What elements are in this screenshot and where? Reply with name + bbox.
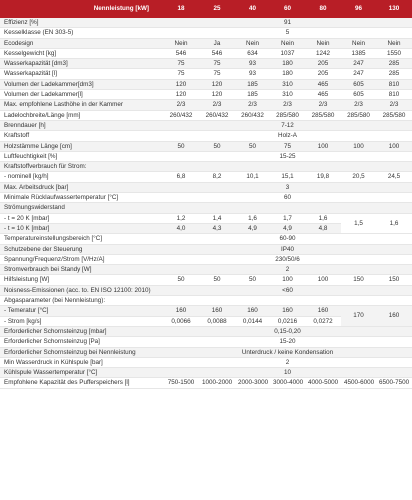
table-row [0,79,412,89]
row-label: Temperatureinstellungsbereich [°C] [0,234,163,244]
table-cell: 50 [199,141,235,151]
header-power-18: 18 [163,0,199,18]
header-power-40: 40 [235,0,270,18]
table-cell: 634 [235,48,270,58]
table-cell: 465 [305,79,341,89]
table-cell: 50 [199,275,235,285]
table-cell: 4,3 [199,223,235,233]
table-cell: Nein [305,38,341,48]
row-label: Abgasparameter (bei Nennleistung): [0,296,163,306]
table-cell: 160 [376,306,412,327]
table-cell: 6500-7500 [376,378,412,388]
row-label: Schutzebene der Steuerung [0,244,163,254]
table-cell [163,296,412,306]
table-cell: 4,9 [270,223,305,233]
row-label: Brenndauer [h] [0,120,163,130]
table-cell: 285/580 [305,110,341,120]
table-row [0,131,412,141]
table-cell: 4000-5000 [305,378,341,388]
table-cell: 465 [305,90,341,100]
table-cell: 1,6 [376,213,412,234]
table-cell: 4,9 [235,223,270,233]
table-cell: Nein [341,38,376,48]
row-label: Volumen der Ladekammer[l] [0,90,163,100]
header-power-60: 60 [270,0,305,18]
row-label: - t = 20 K [mbar] [0,213,163,223]
table-cell: 605 [341,90,376,100]
table-cell: 546 [163,48,199,58]
table-cell: 605 [341,79,376,89]
table-cell: 2000-3000 [235,378,270,388]
table-cell: 1,6 [235,213,270,223]
table-row [0,265,412,275]
table-cell: 160 [270,306,305,316]
table-cell: 7-12 [163,120,412,130]
table-row [0,172,412,182]
table-cell: Nein [376,38,412,48]
row-label: Kraftstoff [0,131,163,141]
table-cell: 0,0144 [235,316,270,326]
table-cell: 247 [341,69,376,79]
table-cell: 100 [341,141,376,151]
table-cell: 0,0272 [305,316,341,326]
table-cell: 3000-4000 [270,378,305,388]
header-power-25: 25 [199,0,235,18]
row-label: Erforderlicher Schornsteinzug [mbar] [0,326,163,336]
table-row [0,254,412,264]
table-cell [163,203,412,213]
table-row [0,275,412,285]
row-label: Max. empfohlene Lasthöhe in der Kammer [0,100,163,110]
table-cell: Ja [199,38,235,48]
table-cell: 1550 [376,48,412,58]
row-label: Kesselklasse (EN 303-5) [0,28,163,38]
table-cell: 160 [163,306,199,316]
table-cell: 810 [376,79,412,89]
table-cell: 100 [376,141,412,151]
table-cell: 120 [199,79,235,89]
table-cell: 1000-2000 [199,378,235,388]
row-label: - Strom [kg/s] [0,316,163,326]
table-row [0,285,412,295]
table-cell: 100 [270,275,305,285]
table-cell: 60 [163,193,412,203]
table-cell: 10 [163,368,412,378]
table-cell: 0,15-0,20 [163,326,412,336]
row-label: Wasserkapazität [dm3] [0,59,163,69]
table-cell: Nein [235,38,270,48]
table-cell: 1037 [270,48,305,58]
table-cell: 260/432 [163,110,199,120]
row-label: Minimale Rücklaufwassertemperatur [°C] [0,193,163,203]
table-cell: 50 [163,141,199,151]
header-power-96: 96 [341,0,376,18]
row-label: - nominell [kg/h] [0,172,163,182]
table-cell: 260/432 [199,110,235,120]
table-row [0,326,412,336]
table-cell: 205 [305,69,341,79]
row-label: Erforderlicher Schornsteinzug [Pa] [0,337,163,347]
table-cell: 230/50/6 [163,254,412,264]
table-cell: 285/580 [376,110,412,120]
table-cell: Unterdruck / keine Kondensation [163,347,412,357]
table-row [0,357,412,367]
table-cell: 91 [163,18,412,28]
table-cell: 310 [270,90,305,100]
row-label: Empfohlene Kapazität des Pufferspeichers [l] [0,378,163,388]
table-cell: 0,0088 [199,316,235,326]
table-cell: 170 [341,306,376,327]
table-cell: 285 [376,69,412,79]
table-cell: 24,5 [376,172,412,182]
row-label: Max. Arbeitsdruck [bar] [0,182,163,192]
table-cell: 15-25 [163,151,412,161]
header-power-130: 130 [376,0,412,18]
table-cell: 50 [235,141,270,151]
table-row [0,28,412,38]
row-label: Min Wasserdruck in Kühlspule [bar] [0,357,163,367]
table-row [0,234,412,244]
table-cell: 0,0066 [163,316,199,326]
table-row [0,162,412,172]
table-cell: 5 [163,28,412,38]
header-power-80: 80 [305,0,341,18]
table-cell: 310 [270,79,305,89]
row-label: Ladelochbreite/Länge [mm] [0,110,163,120]
table-row [0,378,412,388]
table-row [0,100,412,110]
table-row [0,110,412,120]
table-cell: 2/3 [376,100,412,110]
table-cell: 15-20 [163,337,412,347]
table-row [0,18,412,28]
table-cell: 1242 [305,48,341,58]
table-cell: 2/3 [235,100,270,110]
header-label: Nennleistung [kW] [0,0,163,18]
table-row [0,151,412,161]
table-cell: 20,5 [341,172,376,182]
row-label: Wasserkapazität [l] [0,69,163,79]
row-label: Luftfeuchtigkeit [%] [0,151,163,161]
table-row [0,337,412,347]
table-cell: 4,8 [305,223,341,233]
table-cell: 93 [235,69,270,79]
table-row [0,182,412,192]
table-cell: 6,8 [163,172,199,182]
table-cell [163,162,412,172]
table-row [0,59,412,69]
table-cell: 8,2 [199,172,235,182]
table-cell: 50 [163,275,199,285]
row-label: Spannung/Frequenz/Strom [V/Hz/A] [0,254,163,264]
table-row [0,120,412,130]
row-label: Hilfsleistung [W] [0,275,163,285]
table-cell: 75 [163,69,199,79]
row-label: Kühlspule Wassertemperatur [°C] [0,368,163,378]
table-cell: 0,0216 [270,316,305,326]
table-row [0,213,412,223]
table-cell: 285/580 [341,110,376,120]
table-cell: 810 [376,90,412,100]
table-cell: Nein [270,38,305,48]
table-row [0,193,412,203]
table-cell: 2 [163,357,412,367]
table-row [0,347,412,357]
table-row [0,306,412,316]
table-cell: 4,0 [163,223,199,233]
table-cell: <60 [163,285,412,295]
table-cell: 546 [199,48,235,58]
table-header-row [0,0,412,18]
table-cell: 100 [305,275,341,285]
row-label: Holzstämme Länge [cm] [0,141,163,151]
table-cell: Nein [163,38,199,48]
table-cell: IP40 [163,244,412,254]
table-cell: 75 [270,141,305,151]
table-cell: 2/3 [163,100,199,110]
table-cell: 75 [163,59,199,69]
table-cell: 3 [163,182,412,192]
table-cell: 185 [235,79,270,89]
table-cell: 10,1 [235,172,270,182]
table-cell: 1,6 [305,213,341,223]
table-cell: Holz-A [163,131,412,141]
table-cell: 60-90 [163,234,412,244]
table-cell: 120 [163,90,199,100]
row-label: Effizienz [%] [0,18,163,28]
table-cell: 2/3 [305,100,341,110]
table-cell: 1,2 [163,213,199,223]
table-cell: 1,5 [341,213,376,234]
table-row [0,69,412,79]
table-cell: 75 [199,69,235,79]
table-cell: 180 [270,59,305,69]
table-cell: 120 [199,90,235,100]
table-cell: 15,1 [270,172,305,182]
table-row [0,203,412,213]
table-cell: 1,7 [270,213,305,223]
table-cell: 100 [305,141,341,151]
table-cell: 2/3 [199,100,235,110]
table-row [0,368,412,378]
table-row [0,48,412,58]
table-cell: 260/432 [235,110,270,120]
table-cell: 750-1500 [163,378,199,388]
table-cell: 19,8 [305,172,341,182]
table-row [0,296,412,306]
table-cell: 160 [235,306,270,316]
row-label: Kesselgewicht [kg] [0,48,163,58]
table-cell: 120 [163,79,199,89]
table-cell: 160 [305,306,341,316]
table-cell: 150 [376,275,412,285]
table-cell: 75 [199,59,235,69]
row-label: Ecodesign [0,38,163,48]
row-label: Erforderlicher Schornsteinzug bei Nennleistung [0,347,163,357]
table-cell: 93 [235,59,270,69]
row-label: Noisness-Emissionen (acc. to. EN ISO 12100: 2010) [0,285,163,295]
row-label: Strömungswiderstand [0,203,163,213]
table-cell: 247 [341,59,376,69]
table-row [0,141,412,151]
table-cell: 2/3 [270,100,305,110]
table-cell: 180 [270,69,305,79]
table-cell: 50 [235,275,270,285]
table-cell: 185 [235,90,270,100]
table-cell: 160 [199,306,235,316]
table-body [0,18,412,388]
row-label: Volumen der Ladekammer[dm3] [0,79,163,89]
row-label: - Temeratur [°C] [0,306,163,316]
table-cell: 1385 [341,48,376,58]
table-row [0,90,412,100]
table-cell: 205 [305,59,341,69]
table-row [0,244,412,254]
table-cell: 2 [163,265,412,275]
table-cell: 150 [341,275,376,285]
row-label: Stromverbrauch bei Standy [W] [0,265,163,275]
row-label: - t = 10 K [mbar] [0,223,163,233]
table-cell: 4500-6000 [341,378,376,388]
table-row [0,38,412,48]
table-cell: 285 [376,59,412,69]
table-cell: 1,4 [199,213,235,223]
row-label: Kraftstoffverbrauch für Strom: [0,162,163,172]
table-cell: 285/580 [270,110,305,120]
table-cell: 2/3 [341,100,376,110]
